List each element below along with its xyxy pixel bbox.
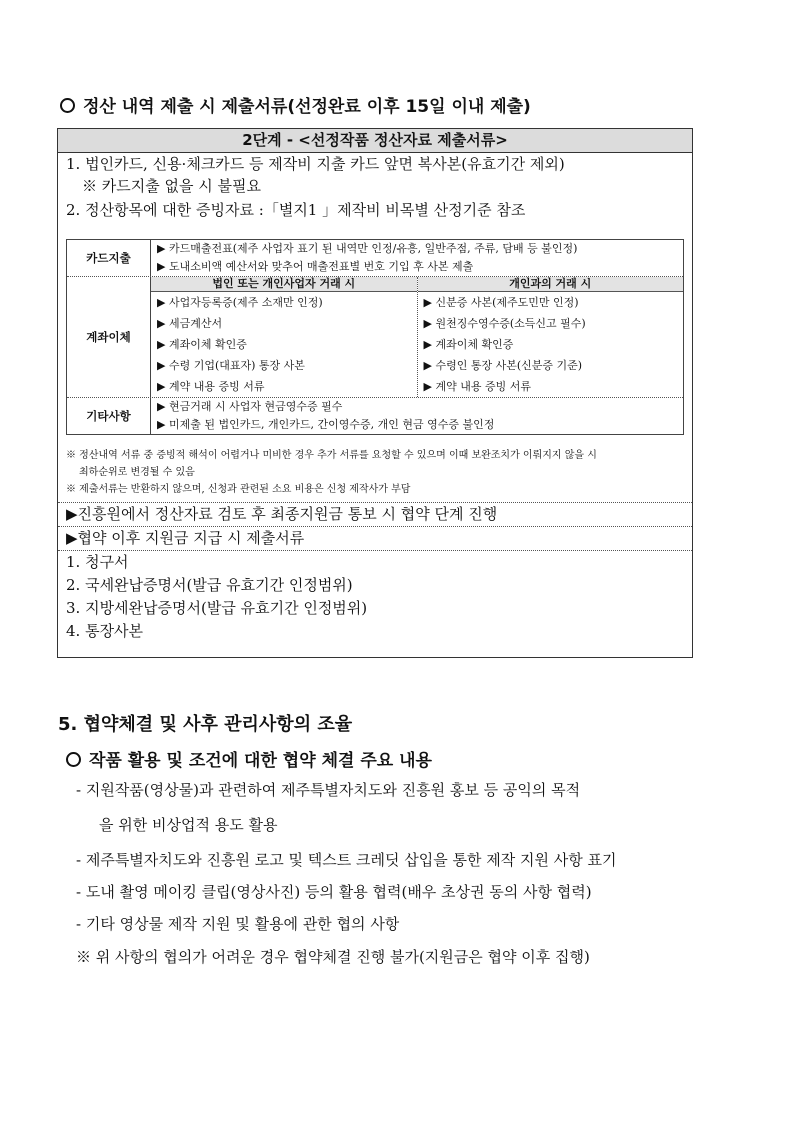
col-head-corp: 법인 또는 개인사업자 거래 시 bbox=[151, 277, 417, 292]
doc-item-1: 1. 법인카드, 신용·체크카드 등 제작비 지출 카드 앞면 복사본(유효기간 제외) bbox=[66, 155, 565, 173]
corp-item: ▶ 사업자등록증(제주 소재만 인정) bbox=[157, 296, 323, 309]
label-transfer: 계좌이체 bbox=[67, 277, 151, 397]
doc-note: ※ 카드지출 없을 시 불필요 bbox=[82, 177, 261, 195]
agreement-line: - 도내 촬영 메이킹 클립(영상사진) 등의 활용 협력(배우 초상권 동의 사항 협력) bbox=[76, 883, 592, 901]
flow-line-1: ▶진흥원에서 정산자료 검토 후 최종지원금 통보 시 협약 단계 진행 bbox=[58, 502, 692, 527]
indiv-item: ▶ 계약 내용 증빙 서류 bbox=[423, 380, 531, 393]
payment-doc: 3. 지방세완납증명서(발급 유효기간 인정범위) bbox=[66, 599, 368, 617]
other-item: ▶ 현금거래 시 사업자 현금영수증 필수 bbox=[157, 400, 343, 413]
subheading-agreement: 작품 활용 및 조건에 대한 협약 체결 주요 내용 bbox=[66, 746, 432, 771]
agreement-line: - 지원작품(영상물)과 관련하여 제주특별자치도와 진흥원 홍보 등 공익의 목적 bbox=[76, 781, 581, 799]
label-card: 카드지출 bbox=[67, 240, 151, 276]
other-item: ▶ 미제출 된 법인카드, 개인카드, 간이영수증, 개인 현금 영수증 불인정 bbox=[157, 418, 495, 431]
row-other bbox=[67, 398, 683, 434]
note-line: ※ 정산내역 서류 중 증빙적 해석이 어렵거나 미비한 경우 추가 서류를 요청할 수 있으며 이때 보완조치가 이뤄지지 않을 시 bbox=[66, 450, 597, 461]
note-line: 최하순위로 변경될 수 있음 bbox=[79, 467, 195, 478]
circle-bullet-icon bbox=[60, 98, 75, 113]
payment-section bbox=[58, 502, 692, 643]
agreement-line: ※ 위 사항의 협의가 어려운 경우 협약체결 진행 불가(지원금은 협약 이후 집행) bbox=[76, 948, 590, 966]
flow-line-2: ▶협약 이후 지원금 지급 시 제출서류 bbox=[58, 527, 692, 551]
corp-item: ▶ 세금계산서 bbox=[157, 317, 223, 330]
evidence-table bbox=[66, 239, 684, 435]
card-item: ▶ 도내소비액 예산서와 맞추어 매출전표별 번호 기입 후 사본 제출 bbox=[157, 260, 474, 273]
corp-item: ▶ 계좌이체 확인증 bbox=[157, 338, 247, 351]
agreement-line: 을 위한 비상업적 용도 활용 bbox=[99, 816, 278, 834]
note-line: ※ 제출서류는 반환하지 않으며, 신청과 관련된 소요 비용은 신청 제작사가 부담 bbox=[66, 484, 411, 495]
section-heading-agreement: 5. 협약체결 및 사후 관리사항의 조율 bbox=[58, 714, 353, 735]
payment-doc: 4. 통장사본 bbox=[66, 622, 144, 640]
circle-bullet-icon bbox=[66, 752, 81, 767]
doc-item-2: 2. 정산항목에 대한 증빙자료 :「별지1 」제작비 비목별 산정기준 참조 bbox=[66, 201, 526, 219]
row-transfer bbox=[67, 277, 683, 398]
payment-doc: 2. 국세완납증명서(발급 유효기간 인정범위) bbox=[66, 576, 353, 594]
indiv-item: ▶ 수령인 통장 사본(신분증 기준) bbox=[423, 359, 583, 372]
agreement-line: - 기타 영상물 제작 지원 및 활용에 관한 협의 사항 bbox=[76, 915, 400, 933]
notes bbox=[66, 447, 686, 498]
corp-item: ▶ 수령 기업(대표자) 통장 사본 bbox=[157, 359, 305, 372]
col-head-indiv: 개인과의 거래 시 bbox=[418, 277, 684, 292]
row-card bbox=[67, 240, 683, 277]
settlement-docs-box bbox=[57, 128, 693, 658]
corp-item: ▶ 계약 내용 증빙 서류 bbox=[157, 380, 265, 393]
agreement-line: - 제주특별자치도와 진흥원 로고 및 텍스트 크레딧 삽입을 통한 제작 지원 사항 표기 bbox=[76, 851, 617, 869]
indiv-item: ▶ 신분증 사본(제주도민만 인정) bbox=[423, 296, 579, 309]
stage-title: 2단계 - <선정작품 정산자료 제출서류> bbox=[58, 129, 692, 153]
card-item: ▶ 카드매출전표(제주 사업자 표기 된 내역만 인정/유흥, 일반주점, 주류, 담배 등 불인정) bbox=[157, 242, 578, 255]
payment-doc: 1. 청구서 bbox=[66, 553, 129, 571]
label-other: 기타사항 bbox=[67, 398, 151, 434]
section-heading-settlement: 정산 내역 제출 시 제출서류(선정완료 이후 15일 이내 제출) bbox=[60, 92, 531, 117]
indiv-item: ▶ 계좌이체 확인증 bbox=[423, 338, 514, 351]
indiv-item: ▶ 원천징수영수증(소득신고 필수) bbox=[423, 317, 586, 330]
